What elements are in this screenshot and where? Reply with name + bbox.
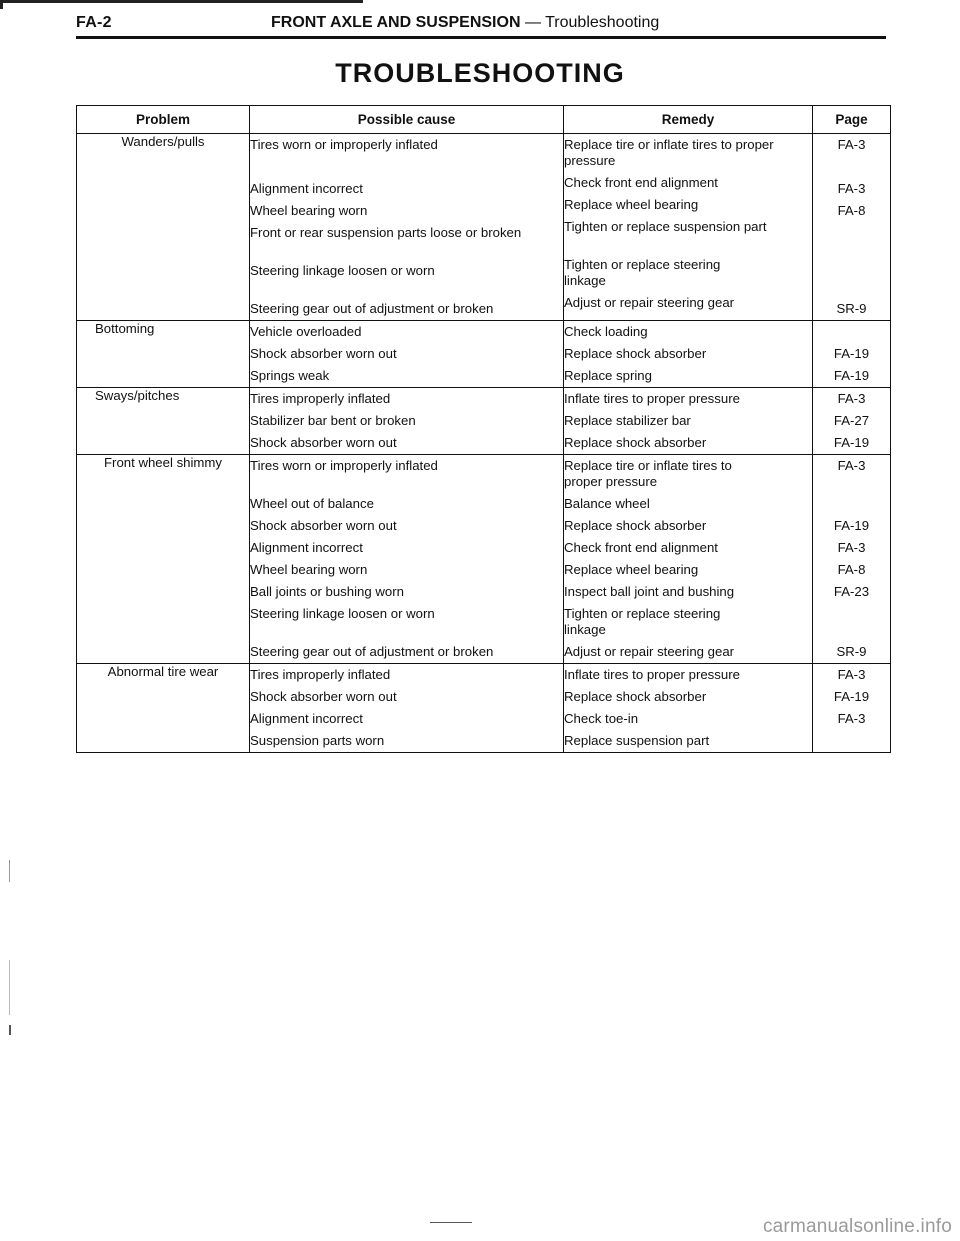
page-ref: FA-19 xyxy=(833,689,870,704)
cause-line: Shock absorber worn out xyxy=(250,689,397,704)
cause-cell xyxy=(250,455,564,664)
page-ref: FA-3 xyxy=(837,540,866,555)
remedy-line: Replace shock absorber xyxy=(564,346,707,361)
cause-line: Ball joints or bushing worn xyxy=(250,584,404,599)
table-row xyxy=(77,455,891,664)
problem-cell: Front wheel shimmy xyxy=(77,455,250,664)
table-row xyxy=(77,388,891,455)
troubleshooting-table xyxy=(76,105,891,753)
remedy-cell xyxy=(564,455,813,664)
table-row xyxy=(77,664,891,753)
cause-line: Springs weak xyxy=(250,368,330,383)
problem-cell: Sways/pitches xyxy=(77,388,250,455)
cause-line: Shock absorber worn out xyxy=(250,346,397,361)
table-row xyxy=(77,321,891,388)
cause-line: Shock absorber worn out xyxy=(250,518,397,533)
cause-line: Alignment incorrect xyxy=(250,711,363,726)
page-cell xyxy=(813,664,891,753)
watermark: carmanualsonline.info xyxy=(762,1216,952,1237)
cause-line: Steering gear out of adjustment or broken xyxy=(250,301,494,316)
cause-line: Front or rear suspension parts loose or broken xyxy=(250,225,522,240)
page-ref: FA-8 xyxy=(837,203,866,218)
remedy-line: Tighten or replace steering linkage xyxy=(564,257,721,288)
cause-line: Vehicle overloaded xyxy=(250,324,362,339)
cause-line: Shock absorber worn out xyxy=(250,435,397,450)
page-cell xyxy=(813,388,891,455)
cause-line: Steering linkage loosen or worn xyxy=(250,263,435,278)
header-separator: — xyxy=(520,14,546,31)
remedy-cell xyxy=(564,388,813,455)
cause-line: Suspension parts worn xyxy=(250,733,385,748)
remedy-cell xyxy=(564,321,813,388)
cause-line: Steering gear out of adjustment or broken xyxy=(250,644,494,659)
cause-line: Wheel bearing worn xyxy=(250,203,368,218)
cause-cell xyxy=(250,664,564,753)
cause-line: Tires improperly inflated xyxy=(250,391,391,406)
page-cell xyxy=(813,321,891,388)
page-ref: FA-3 xyxy=(837,137,866,152)
remedy-line: Inspect ball joint and bushing xyxy=(564,584,735,599)
remedy-line: Adjust or repair steering gear xyxy=(564,644,735,659)
page-ref: FA-19 xyxy=(833,368,870,383)
cause-line: Stabilizer bar bent or broken xyxy=(250,413,416,428)
remedy-line: Check front end alignment xyxy=(564,540,718,555)
scan-edge-mark xyxy=(0,0,363,9)
cause-line: Wheel out of balance xyxy=(250,496,374,511)
remedy-line: Replace wheel bearing xyxy=(564,197,699,212)
page-ref: FA-19 xyxy=(833,435,870,450)
remedy-line: Replace stabilizer bar xyxy=(564,413,691,428)
section-title: FRONT AXLE AND SUSPENSION xyxy=(271,14,521,31)
header-rule xyxy=(76,36,886,39)
column-header-page: Page xyxy=(813,106,891,134)
header-title xyxy=(271,14,659,32)
page-ref: FA-19 xyxy=(833,346,870,361)
page-ref: SR-9 xyxy=(836,301,867,316)
remedy-line: Replace shock absorber xyxy=(564,689,707,704)
remedy-line: Inflate tires to proper pressure xyxy=(564,667,740,682)
remedy-line: Inflate tires to proper pressure xyxy=(564,391,740,406)
remedy-line: Check loading xyxy=(564,324,648,339)
page-ref: FA-8 xyxy=(837,562,866,577)
remedy-line: Replace shock absorber xyxy=(564,435,707,450)
page-code: FA-2 xyxy=(76,14,112,31)
remedy-line: Check front end alignment xyxy=(564,175,718,190)
page-header xyxy=(76,14,882,34)
remedy-line: Replace shock absorber xyxy=(564,518,707,533)
remedy-line: Replace tire or inflate tires to proper pressure xyxy=(564,137,774,168)
page-cell xyxy=(813,134,891,321)
remedy-line: Replace tire or inflate tires to proper pressure xyxy=(564,458,732,489)
remedy-line: Replace suspension part xyxy=(564,733,710,748)
cause-line: Alignment incorrect xyxy=(250,181,363,196)
page-ref: FA-3 xyxy=(837,667,866,682)
column-header-problem: Problem xyxy=(77,106,250,134)
scan-artifact xyxy=(9,860,10,882)
problem-cell: Bottoming xyxy=(77,321,250,388)
scan-artifact xyxy=(9,1025,11,1035)
page-ref: SR-9 xyxy=(836,644,867,659)
cause-line: Tires worn or improperly inflated xyxy=(250,458,438,473)
page-ref: FA-27 xyxy=(833,413,870,428)
remedy-line: Check toe-in xyxy=(564,711,639,726)
problem-cell: Wanders/pulls xyxy=(77,134,250,321)
cause-cell xyxy=(250,134,564,321)
table-row xyxy=(77,134,891,321)
page-ref: FA-23 xyxy=(833,584,870,599)
footer-rule xyxy=(430,1222,472,1223)
subsection-title: Troubleshooting xyxy=(545,14,660,31)
remedy-line: Replace spring xyxy=(564,368,652,383)
cause-line: Tires worn or improperly inflated xyxy=(250,137,438,152)
cause-line: Steering linkage loosen or worn xyxy=(250,606,435,621)
cause-line: Tires improperly inflated xyxy=(250,667,391,682)
remedy-line: Balance wheel xyxy=(564,496,650,511)
problem-cell: Abnormal tire wear xyxy=(77,664,250,753)
page-ref: FA-19 xyxy=(833,518,870,533)
page-ref: FA-3 xyxy=(837,458,866,473)
table-header-row xyxy=(77,106,891,134)
remedy-line: Adjust or repair steering gear xyxy=(564,295,735,310)
remedy-line: Tighten or replace suspension part xyxy=(564,219,767,234)
page-ref: FA-3 xyxy=(837,181,866,196)
cause-cell xyxy=(250,388,564,455)
cause-line: Wheel bearing worn xyxy=(250,562,368,577)
column-header-remedy: Remedy xyxy=(564,106,813,134)
cause-line: Alignment incorrect xyxy=(250,540,363,555)
remedy-line: Tighten or replace steering linkage xyxy=(564,606,721,637)
remedy-line: Replace wheel bearing xyxy=(564,562,699,577)
page-ref: FA-3 xyxy=(837,711,866,726)
scan-artifact xyxy=(9,960,10,1015)
page-title: TROUBLESHOOTING xyxy=(335,58,625,88)
column-header-possible-cause: Possible cause xyxy=(250,106,564,134)
page-ref: FA-3 xyxy=(837,391,866,406)
remedy-cell xyxy=(564,664,813,753)
page-cell xyxy=(813,455,891,664)
cause-cell xyxy=(250,321,564,388)
remedy-cell xyxy=(564,134,813,321)
